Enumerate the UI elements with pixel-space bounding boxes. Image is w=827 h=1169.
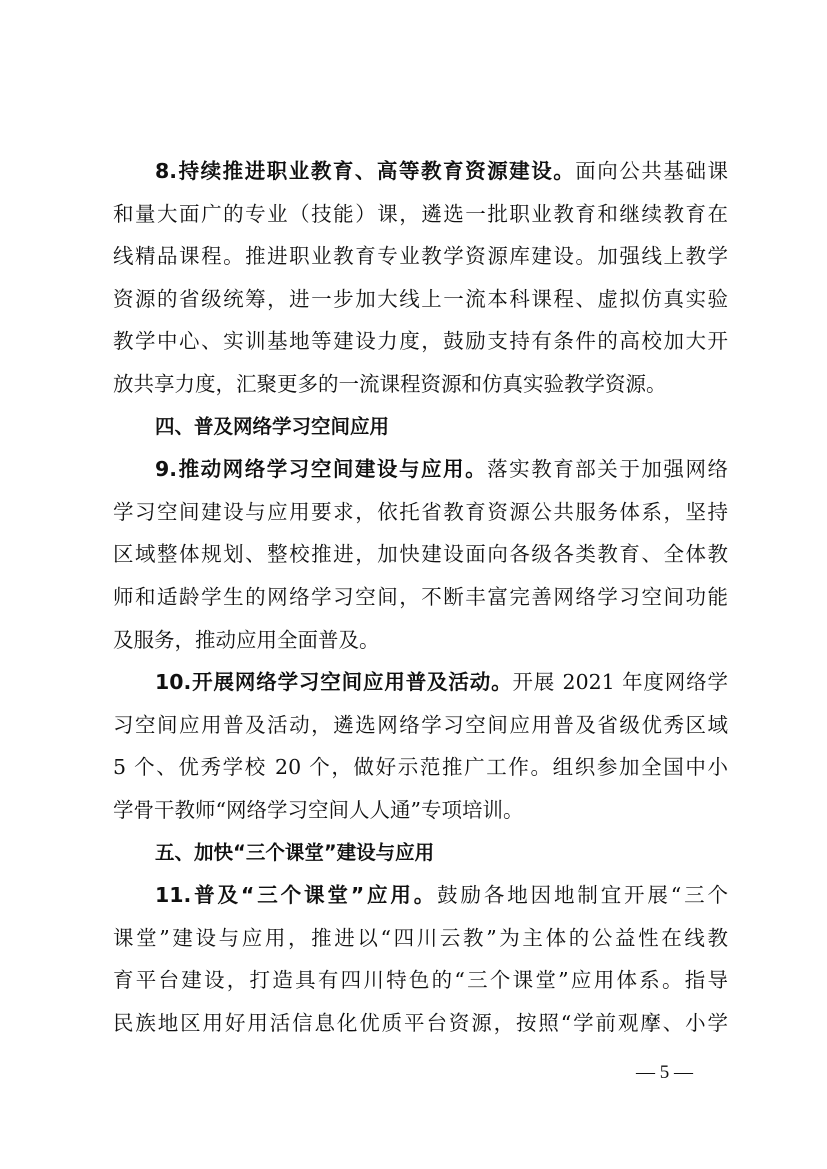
paragraph-9-line-2: 学习空间建设与应用要求，依托省教育资源公共服务体系，坚持 — [113, 499, 728, 524]
paragraph-11-line-2: 课堂”建设与应用，推进以“四川云教”为主体的公益性在线教 — [113, 925, 728, 950]
paragraph-8-line-4: 资源的省级统筹，进一步加大线上一流本科课程、虚拟仿真实验 — [113, 286, 728, 311]
paragraph-9-line-1 — [113, 448, 728, 491]
paragraph-11-text: 鼓励各地因地制宜开展“三个 — [437, 883, 728, 908]
page-number: — 5 — — [636, 1062, 693, 1083]
paragraph-10-line-2: 习空间应用普及活动，遴选网络学习空间应用普及省级优秀区域 — [113, 712, 728, 737]
paragraph-8-line-5: 教学中心、实训基地等建设力度，鼓励支持有条件的高校加大开 — [113, 329, 728, 354]
paragraph-9-lead: 9.推动网络学习空间建设与应用。 — [155, 457, 488, 482]
paragraph-11-line-1 — [113, 874, 728, 917]
paragraph-10-line-4: 学骨干教师“网络学习空间人人通”专项培训。 — [113, 797, 524, 822]
paragraph-9-line-5: 及服务，推动应用全面普及。 — [113, 627, 380, 652]
paragraph-8-lead: 8.持续推进职业教育、高等教育资源建设。 — [155, 159, 576, 183]
paragraph-10-line-1 — [113, 661, 728, 704]
paragraph-8-line-3: 线精品课程。推进职业教育专业教学资源库建设。加强线上教学 — [113, 244, 728, 269]
paragraph-10-lead: 10.开展网络学习空间应用普及活动。 — [155, 670, 513, 695]
paragraph-11-lead: 11.普及“三个课堂”应用。 — [155, 883, 438, 908]
paragraph-9-text: 落实教育部关于加强网络 — [487, 457, 728, 482]
paragraph-8-line-6: 放共享力度，汇聚更多的一流课程资源和仿真实验教学资源。 — [113, 371, 667, 396]
paragraph-9-line-3: 区域整体规划、整校推进，加快建设面向各级各类教育、全体教 — [113, 542, 728, 567]
paragraph-9-line-4: 师和适龄学生的网络学习空间，不断丰富完善网络学习空间功能 — [113, 584, 728, 609]
paragraph-8-line-2: 和量大面广的专业（技能）课，遴选一批职业教育和继续教育在 — [113, 201, 728, 226]
paragraph-10-text: 开展 2021 年度网络学 — [512, 670, 728, 695]
section-heading-4: 四、普及网络学习空间应用 — [155, 414, 390, 438]
section-heading-5: 五、加快“三个课堂”建设与应用 — [155, 840, 435, 864]
paragraph-8-line-1 — [113, 150, 728, 193]
paragraph-11-line-4: 民族地区用好用活信息化优质平台资源，按照“学前观摩、小学 — [113, 1010, 728, 1035]
paragraph-10-line-3: 5 个、优秀学校 20 个，做好示范推广工作。组织参加全国中小 — [113, 755, 728, 780]
page-body — [113, 150, 728, 1044]
paragraph-11-line-3: 育平台建设，打造具有四川特色的“三个课堂”应用体系。指导 — [113, 968, 728, 993]
paragraph-8-text: 面向公共基础课 — [575, 159, 728, 183]
